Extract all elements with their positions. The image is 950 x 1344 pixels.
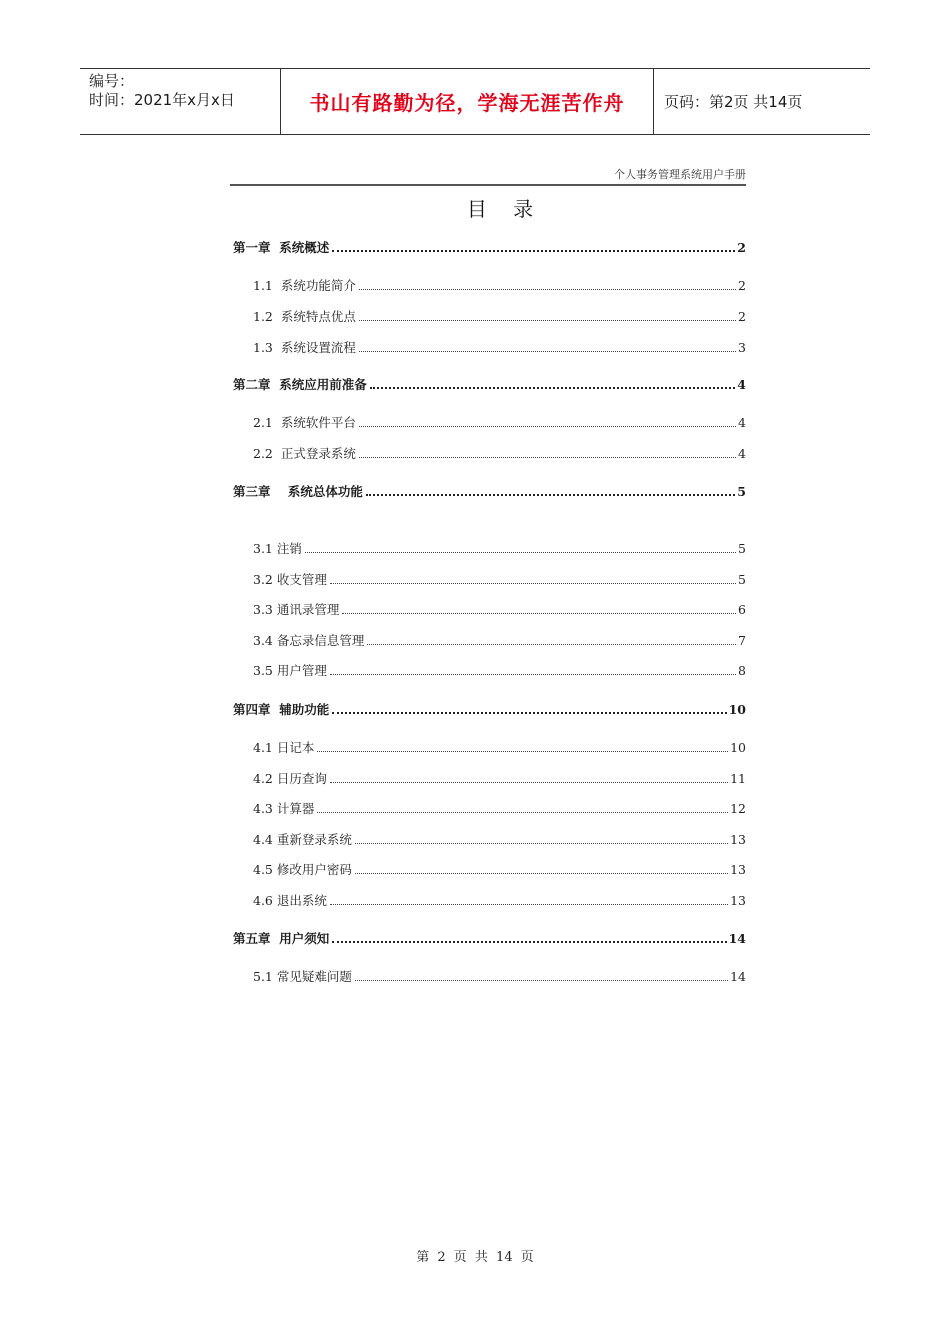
- toc-entry-label: 4.1 日记本: [253, 740, 315, 755]
- toc-entry-label: 3.3 通讯录管理: [253, 602, 340, 617]
- toc-entry[interactable]: [253, 771, 746, 787]
- toc-entry[interactable]: [253, 602, 746, 618]
- toc-leader-dots: [342, 612, 736, 614]
- toc-entry-label: 第一章 系统概述: [233, 240, 330, 255]
- toc-entry-label: 1.1 系统功能简介: [253, 278, 356, 293]
- toc-entry-page: 6: [738, 602, 746, 617]
- toc-leader-dots: [330, 582, 736, 584]
- toc-entry-page: 14: [728, 931, 746, 946]
- running-header: 个人事务管理系统用户手册: [614, 168, 746, 181]
- toc-entry-page: 2: [738, 309, 746, 324]
- toc-entry[interactable]: [253, 340, 746, 356]
- toc-entry[interactable]: [253, 309, 746, 325]
- toc-entry-label: 第三章 系统总体功能: [233, 484, 363, 499]
- toc-entry[interactable]: [253, 278, 746, 294]
- toc-entry-label: 4.5 修改用户密码: [253, 862, 352, 877]
- toc-entry[interactable]: [253, 633, 746, 649]
- toc-entry-page: 2: [737, 240, 746, 255]
- toc-entry-label: 1.2 系统特点优点: [253, 309, 356, 324]
- toc-entry[interactable]: [253, 801, 746, 817]
- toc-entry[interactable]: [233, 931, 746, 947]
- toc-entry-page: 10: [728, 702, 746, 717]
- toc-entry-page: 4: [738, 446, 746, 461]
- toc-entry-label: 1.3 系统设置流程: [253, 340, 356, 355]
- toc-entry-page: 7: [738, 633, 746, 648]
- toc-leader-dots: [305, 551, 736, 553]
- toc-entry-label: 4.6 退出系统: [253, 893, 327, 908]
- toc-entry[interactable]: [253, 446, 746, 462]
- toc-entry-label: 3.1 注销: [253, 541, 302, 556]
- toc-entry-page: 12: [730, 801, 746, 816]
- toc-entry[interactable]: [253, 415, 746, 431]
- toc-leader-dots: [330, 673, 736, 675]
- toc-entry[interactable]: [233, 377, 746, 393]
- toc-entry-label: 3.5 用户管理: [253, 663, 327, 678]
- toc-entry[interactable]: [233, 240, 746, 256]
- toc-leader-dots: [330, 781, 728, 783]
- toc-entry[interactable]: [253, 740, 746, 756]
- toc-leader-dots: [332, 940, 726, 943]
- toc-entry[interactable]: [253, 969, 746, 985]
- header-number-label: 编号：: [89, 72, 135, 90]
- header-time-label: 时间：2021年x月x日: [89, 91, 235, 109]
- running-header-rule: [230, 184, 746, 186]
- toc-leader-dots: [359, 288, 736, 290]
- toc-entry[interactable]: [253, 862, 746, 878]
- toc-leader-dots: [355, 979, 728, 981]
- toc-leader-dots: [359, 425, 736, 427]
- document-header-table: [80, 68, 870, 135]
- toc-entry-page: 10: [730, 740, 746, 755]
- toc-entry[interactable]: [253, 893, 746, 909]
- toc-entry-page: 5: [738, 572, 746, 587]
- toc-entry-page: 8: [738, 663, 746, 678]
- toc-entry-page: 4: [738, 415, 746, 430]
- toc-leader-dots: [317, 750, 728, 752]
- toc-leader-dots: [370, 386, 736, 389]
- toc-entry[interactable]: [253, 663, 746, 679]
- toc-leader-dots: [332, 249, 735, 252]
- toc-entry-label: 2.2 正式登录系统: [253, 446, 356, 461]
- toc-entry-page: 5: [738, 541, 746, 556]
- toc-entry-label: 第四章 辅助功能: [233, 702, 330, 717]
- toc-leader-dots: [367, 643, 736, 645]
- toc-leader-dots: [359, 350, 736, 352]
- page-footer: 第 2 页 共 14 页: [416, 1250, 534, 1265]
- toc-entry-label: 第五章 用户须知: [233, 931, 330, 946]
- toc-entry[interactable]: [233, 702, 746, 718]
- toc-leader-dots: [359, 319, 736, 321]
- toc-entry-page: 13: [730, 862, 746, 877]
- toc-leader-dots: [355, 842, 728, 844]
- toc-entry-page: 5: [737, 484, 746, 499]
- header-page-info: 页码：第2页 共14页: [664, 93, 803, 111]
- toc-entry[interactable]: [253, 541, 746, 557]
- toc-entry-label: 3.4 备忘录信息管理: [253, 633, 365, 648]
- toc-entry-label: 4.4 重新登录系统: [253, 832, 352, 847]
- toc-entry[interactable]: [233, 484, 746, 500]
- toc-entry-label: 4.3 计算器: [253, 801, 315, 816]
- toc-entry-label: 4.2 日历查询: [253, 771, 327, 786]
- toc-leader-dots: [330, 903, 728, 905]
- toc-entry-label: 第二章 系统应用前准备: [233, 377, 367, 392]
- toc-entry-label: 2.1 系统软件平台: [253, 415, 356, 430]
- header-meta: [80, 69, 281, 134]
- toc-entry[interactable]: [253, 572, 746, 588]
- toc-leader-dots: [355, 872, 728, 874]
- toc-leader-dots: [317, 811, 728, 813]
- toc-entry-page: 11: [730, 771, 746, 786]
- toc-entry-page: 3: [738, 340, 746, 355]
- toc-entry-page: 13: [730, 893, 746, 908]
- header-motto: 书山有路勤为径，学海无涯苦作舟: [281, 69, 654, 134]
- toc-entry-label: 5.1 常见疑难问题: [253, 969, 352, 984]
- toc-entry-page: 2: [738, 278, 746, 293]
- toc-entry[interactable]: [253, 832, 746, 848]
- toc-entry-page: 4: [737, 377, 746, 392]
- toc-leader-dots: [332, 711, 726, 714]
- toc-entry-page: 13: [730, 832, 746, 847]
- toc-title: 目 录: [466, 197, 544, 221]
- toc-entry-page: 14: [730, 969, 746, 984]
- toc-leader-dots: [359, 456, 736, 458]
- toc-entry-label: 3.2 收支管理: [253, 572, 327, 587]
- toc-leader-dots: [366, 493, 735, 496]
